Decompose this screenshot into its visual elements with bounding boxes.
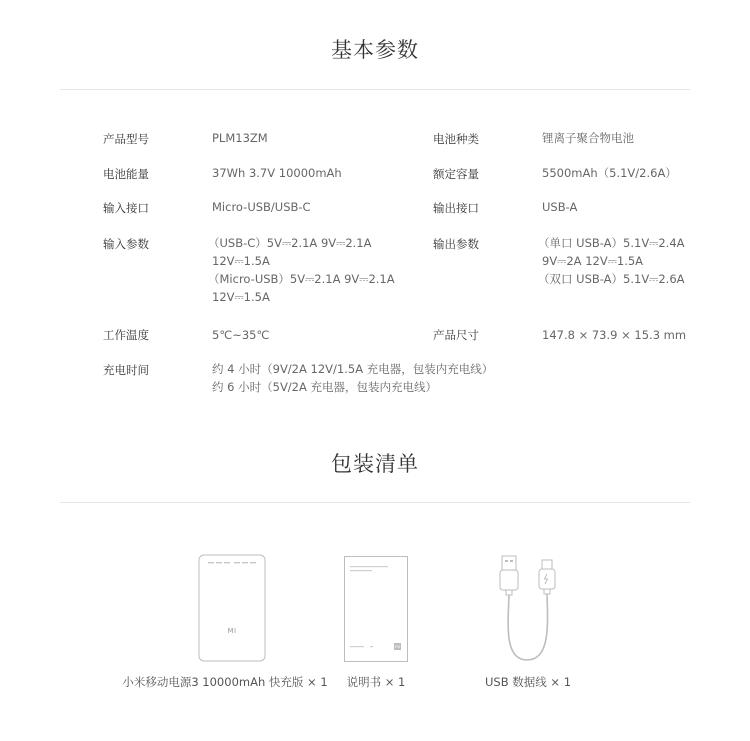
spec-label-energy: 电池能量 — [103, 167, 149, 181]
manual-icon — [344, 556, 408, 662]
spec-value-battery-type: 锂离子聚合物电池 — [542, 131, 634, 145]
package-item-usb-cable: USB 数据线 × 1 — [484, 675, 572, 689]
spec-label-charge-time: 充电时间 — [103, 363, 149, 377]
spec-value-input-port: Micro-USB/USB-C — [212, 200, 311, 214]
specs-divider — [60, 89, 690, 90]
spec-value-rated-capacity: 5500mAh（5.1V/2.6A） — [542, 166, 677, 180]
spec-label-dimensions: 产品尺寸 — [433, 328, 479, 342]
package-item-power-bank: 小米移动电源3 10000mAh 快充版 × 1 — [122, 675, 328, 689]
spec-label-input-params: 输入参数 — [103, 237, 149, 251]
specs-title: 基本参数 — [331, 38, 419, 62]
spec-label-temperature: 工作温度 — [103, 328, 149, 342]
spec-value-temperature: 5℃~35℃ — [212, 328, 270, 342]
spec-value-output-port: USB-A — [542, 200, 578, 214]
package-title: 包装清单 — [331, 452, 419, 476]
spec-value-energy: 37Wh 3.7V 10000mAh — [212, 166, 342, 180]
spec-value-output-params: （单口 USB-A）5.1V⎓2.4A 9V⎓2A 12V⎓1.5A （双口 USB-A）5.1V⎓2.6A — [538, 236, 685, 286]
package-divider — [60, 502, 690, 503]
spec-value-model: PLM13ZM — [212, 131, 268, 145]
usb-cable-icon — [494, 554, 564, 666]
spec-value-dimensions: 147.8 × 73.9 × 15.3 mm — [542, 328, 687, 342]
spec-label-battery-type: 电池种类 — [433, 132, 479, 146]
spec-label-input-port: 输入接口 — [103, 201, 149, 215]
spec-label-output-params: 输出参数 — [433, 237, 479, 251]
power-bank-icon — [198, 554, 266, 662]
spec-label-model: 产品型号 — [103, 132, 149, 146]
spec-value-input-params: （USB-C）5V⎓2.1A 9V⎓2.1A 12V⎓1.5A （Micro-USB）5V⎓2.1A 9V⎓2.1A 12V⎓1.5A — [208, 236, 395, 304]
spec-label-rated-capacity: 额定容量 — [433, 167, 479, 181]
mi-logo-mark: MI — [227, 627, 237, 635]
spec-label-output-port: 输出接口 — [433, 201, 479, 215]
spec-value-charge-time: 约 4 小时（9V/2A 12V/1.5A 充电器，包装内充电线） 约 6 小时（5V/2A 充电器，包装内充电线） — [212, 362, 494, 394]
mi-logo-mark: mi — [394, 644, 400, 649]
package-item-manual: 说明书 × 1 — [346, 675, 406, 689]
